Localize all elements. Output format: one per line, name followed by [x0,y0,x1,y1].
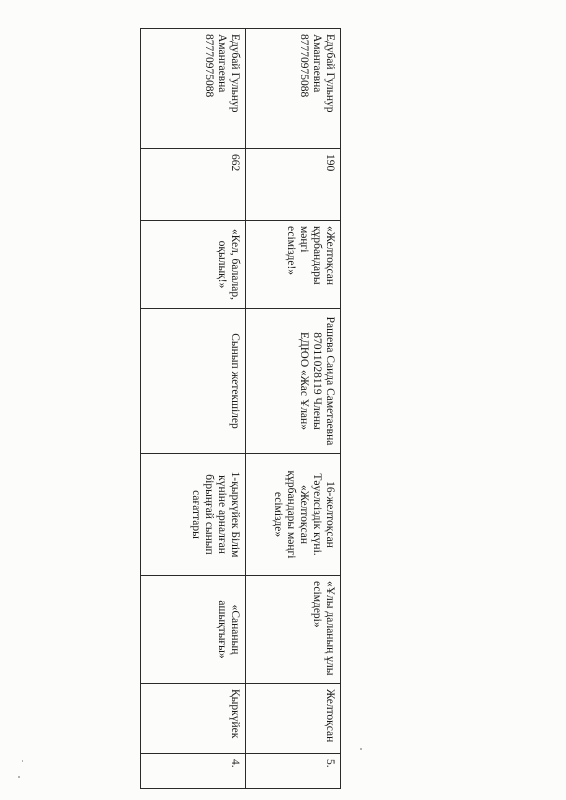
cell-theme: «Сананың ашықтығы» [141,576,246,684]
cell-responsible: Рашева Саида Саметаевна 87011028119 Члены ЕДЮО «Жас Ұлан» [246,309,341,454]
cell-number: 5. [246,754,341,789]
cell-contact: Едубай Гульнур Амангаевна 87770975088 [246,29,341,149]
cell-number: 4. [141,754,246,789]
number-column [36,738,241,780]
cell-title: «Желтоқсан құрбандары мәңгі есімізде!» [246,221,341,309]
cell-event: 1-қыркүйек Білім күніне арналған бірыңғай сынып сағаттары [141,454,246,576]
scan-speck [18,776,20,778]
cell-title: «Кел, балалар, оқылық!» [141,221,246,309]
table-row [246,29,341,789]
rotated-table-wrapper [141,28,341,788]
scan-speck [360,748,362,750]
scan-speck [22,760,23,762]
cell-event: 16-желтоқсан Тәуелсіздік күні. «Желтоқсан құрбандары мәңгі есімізде» [246,454,341,576]
cell-contact: Едубай Гульнур Амангаевна 87770975088 [141,29,246,149]
cell-theme: «Ұлы даланың ұлы есімдері» [246,576,341,684]
cell-count: 190 [246,149,341,221]
cell-month: Қыркүйек [141,684,246,754]
table-row [141,29,246,789]
cell-responsible: Сынып жетекшілер [141,309,246,454]
cell-month: Желтоқсан [246,684,341,754]
events-table [140,28,341,789]
cell-count: 662 [141,149,246,221]
